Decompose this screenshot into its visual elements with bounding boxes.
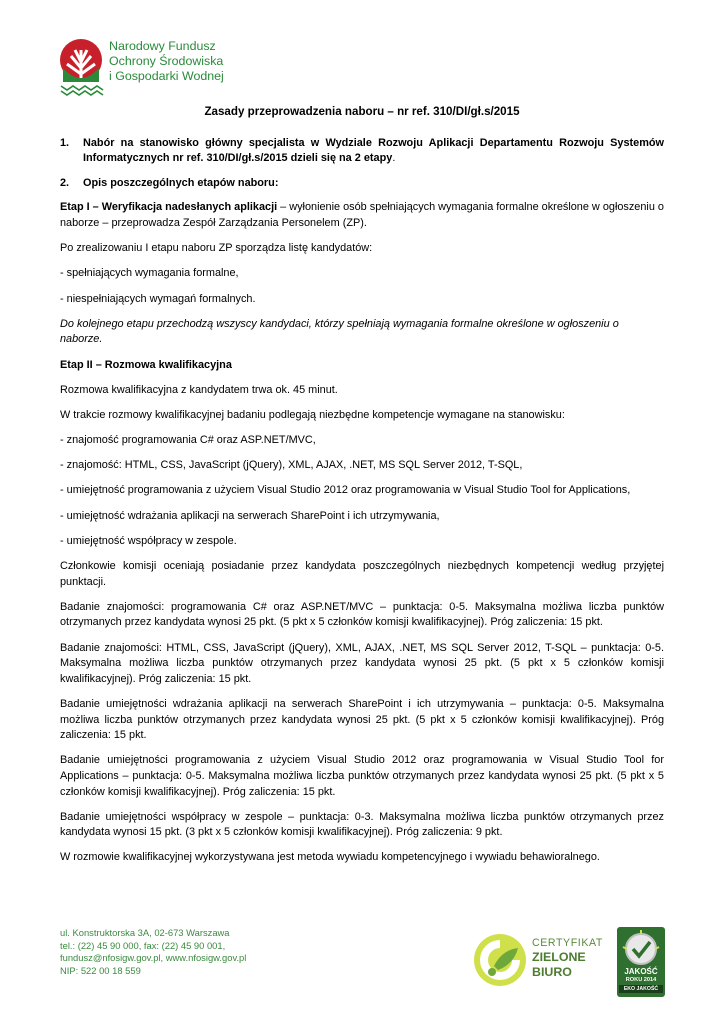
scoring-paragraph: Badanie umiejętności programowania z użyciem Visual Studio 2012 oraz programowania w Visual Studio Tool for Applications – punktacja: 0-5. Maksymalna możliwa liczba punktów otrzymanych przez kandydata wynosi 25 pkt. (5 pkt x 5 członków komisji kwalifikacyjnej). Próg zaliczenia: 15 pkt. (60, 754, 664, 798)
logo-wordmark (109, 39, 224, 84)
scoring-paragraph: Badanie znajomości: programowania C# oraz ASP.NET/MVC – punktacja: 0-5. Maksymalna możliwa liczba punktów otrzymanych przez kandydata wynosi 25 pkt. (5 pkt x 5 członków komisji kwalifikacyjnej). Próg zaliczenia: 15 pkt. (60, 600, 664, 629)
stage-1-list-intro: Po zrealizowaniu I etapu naboru ZP sporządza listę kandydatów: (60, 242, 373, 255)
footer-phones: tel.: (22) 45 90 000, fax: (22) 45 90 001, (60, 939, 226, 951)
stage-2-competencies-intro: W trakcie rozmowy kwalifikacyjnej badaniu podlegają niezbędne kompetencje wymagane na stanowisku: (60, 408, 565, 421)
stage-1-heading: Etap I – Weryfikacja nadesłanych aplikacji (60, 201, 278, 214)
footer-address: ul. Konstruktorska 3A, 02-673 Warszawa (60, 927, 230, 938)
certificate-line-1: CERTYFIKAT (532, 937, 603, 949)
footer-email-web: fundusz@nfosigw.gov.pl, www.nfosigw.gov.pl (60, 952, 247, 964)
quality-line-1: JAKOŚĆ (624, 967, 658, 976)
document-body (60, 104, 664, 876)
quality-line-3: EKO JAKOŚĆ (619, 985, 663, 993)
stage-1-list-item: - niespełniających wymagań formalnych. (60, 292, 256, 305)
competency-item: - znajomość: HTML, CSS, JavaScript (jQuery), XML, AJAX, .NET, MS SQL Server 2012, T-SQL, (60, 459, 523, 472)
stage-1-paragraph (60, 200, 664, 231)
section-2 (60, 176, 664, 192)
scoring-paragraph: Badanie znajomości: HTML, CSS, JavaScript (jQuery), XML, AJAX, .NET, MS SQL Server 2012, T-SQL – punktacja: 0-5. Maksymalna możliwa liczba punktów otrzymanych przez kandydata wynosi 25 pkt. (5 pkt x 5 członków komisji kwalifikacyjnej). Próg zaliczenia: 15 pkt. (60, 641, 664, 685)
green-office-leaf-icon (472, 932, 528, 988)
section-1-main: Nabór na stanowisko główny specjalista w Wydziale Rozwoju Aplikacji Departamentu Rozwoju Systemów Informatycznych nr ref. 310/DI/gł.s/2015 dzieli się na 2 etapy (83, 136, 664, 165)
competency-item: - umiejętność współpracy w zespole. (60, 534, 237, 547)
certificate-line-3: BIURO (532, 965, 572, 979)
competency-item: - umiejętność programowania z użyciem Visual Studio 2012 oraz programowania w Visual Studio Tool for Applications, (60, 484, 631, 497)
document-title: Zasady przeprowadzenia naboru – nr ref. 310/DI/gł.s/2015 (204, 105, 520, 118)
footer-nip: NIP: 522 00 18 559 (60, 964, 141, 976)
stage-1-note: Do kolejnego etapu przechodzą wszyscy kandydaci, którzy spełniają wymagania formalne określone w ogłoszeniu o naborze. (60, 317, 619, 346)
section-1 (60, 136, 664, 167)
section-2-text: Opis poszczególnych etapów naboru: (83, 176, 279, 189)
award-check-icon (617, 929, 665, 969)
footer-contact (60, 927, 246, 977)
method-paragraph: W rozmowie kwalifikacyjnej wykorzystywana jest metoda wywiadu kompetencyjnego i wywiadu behawioralnego. (60, 851, 600, 864)
competency-item: - znajomość programowania C# oraz ASP.NET/MVC, (60, 434, 316, 447)
stage-2-duration: Rozmowa kwalifikacyjna z kandydatem trwa ok. 45 minut. (60, 383, 338, 396)
competency-item: - umiejętność wdrażania aplikacji na serwerach SharePoint i ich utrzymywania, (60, 509, 440, 522)
logo-line-2: Ochrony Środowiska (109, 54, 224, 68)
logo-line-3: i Gospodarki Wodnej (109, 69, 224, 83)
section-1-text (83, 136, 664, 167)
stage-1-text: – wyłonienie osób spełniających wymagania formalne określone w ogłoszeniu o naborze – przeprowadza Zespół Zarządzania Personelem (ZP). (60, 201, 664, 229)
section-1-number: 1. (60, 136, 70, 149)
quality-award-badge (617, 927, 665, 997)
scoring-paragraph: Badanie umiejętności wdrażania aplikacji na serwerach SharePoint i ich utrzymywania – punktacja: 0-5. Maksymalna możliwa liczba punktów otrzymanych przez kandydata wynosi 25 pkt. (5 pkt x 5 członków komisji kwalifikacyjnej). Próg zaliczenia: 15 pkt. (60, 697, 664, 742)
scoring-paragraph: Badanie umiejętności współpracy w zespole – punktacja: 0-3. Maksymalna możliwa liczba punktów otrzymanych przez kandydata wynosi 15 pkt. (3 pkt x 5 członków komisji kwalifikacyjnej). Próg zaliczenia: 9 pkt. (60, 810, 664, 839)
logo-line-1: Narodowy Fundusz (109, 39, 216, 53)
section-1-period: . (392, 152, 396, 165)
certificate-text (532, 936, 603, 980)
nfosigw-logo (57, 38, 267, 96)
quality-line-2: ROKU 2014 (625, 977, 657, 983)
certificate-line-2: ZIELONE (532, 950, 586, 964)
stage-1-list-item: - spełniających wymagania formalne, (60, 267, 239, 280)
committee-paragraph: Członkowie komisji oceniają posiadanie przez kandydata poszczególnych niezbędnych kompetencji według przyjętej punktacji. (60, 560, 664, 588)
tree-logo-icon (57, 38, 107, 96)
green-office-certificate (472, 932, 602, 992)
stage-2-heading: Etap II – Rozmowa kwalifikacyjna (60, 358, 232, 371)
section-2-number: 2. (60, 176, 70, 189)
